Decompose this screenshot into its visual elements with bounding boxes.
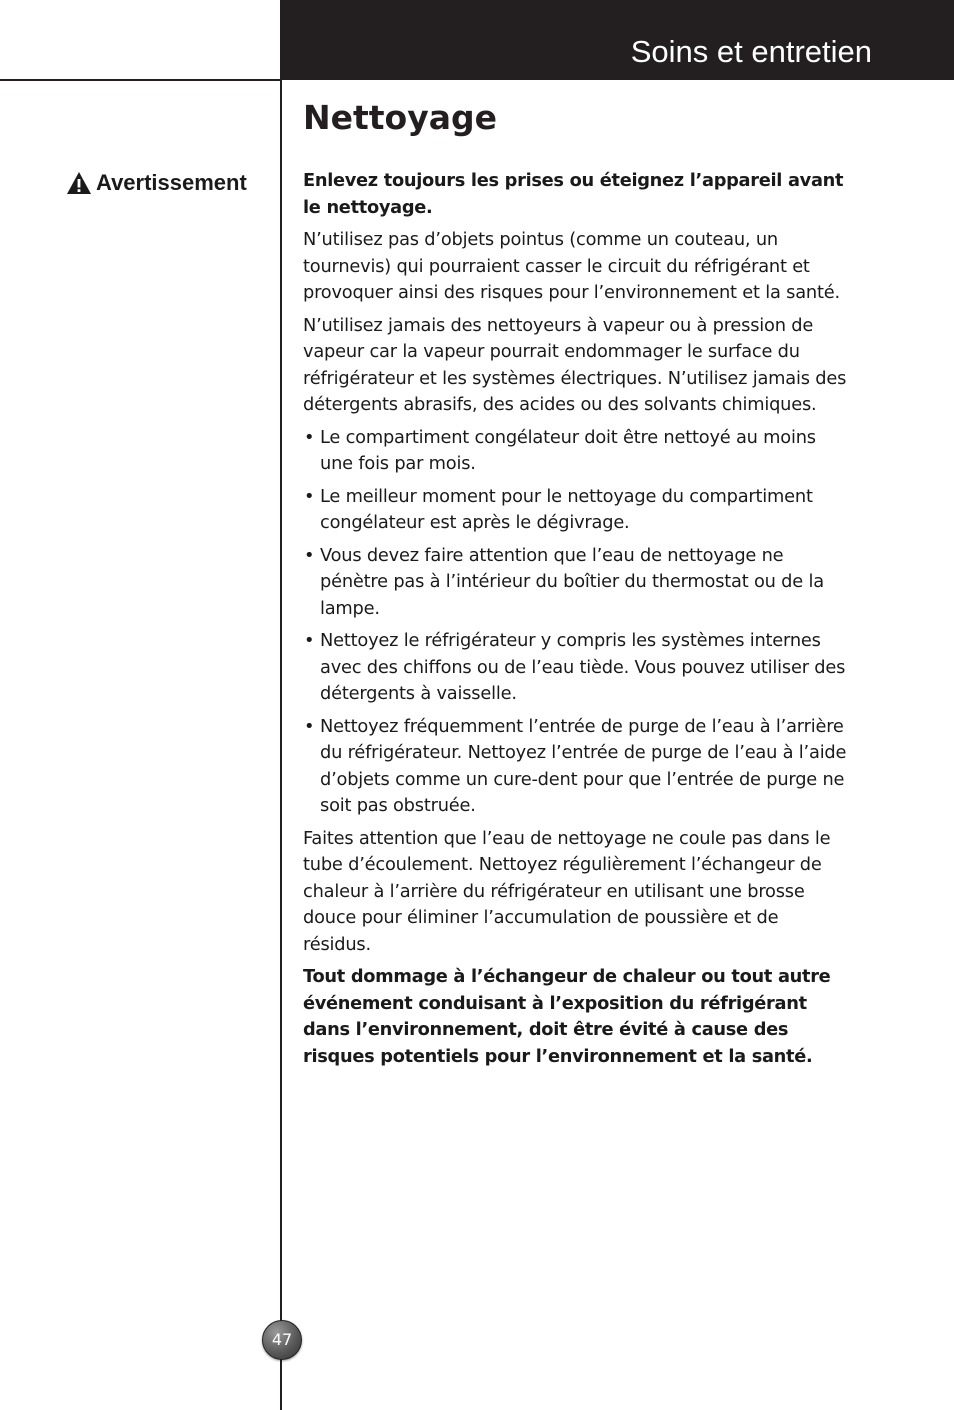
list-item (303, 543, 848, 623)
header-divider (0, 79, 282, 81)
list-item-text: Le compartiment congélateur doit être nettoyé au moins une fois par mois. (320, 426, 816, 474)
paragraph-steam-cleaners: N’utilisez jamais des nettoyeurs à vapeur ou à pression de vapeur car la vapeur pourrait endommager le surface du réfrigérateur et les systèmes électriques. N’utilisez jamais des détergents abrasifs, des acides ou des solvants chimiques. (303, 314, 847, 415)
list-item-text: Vous devez faire attention que l’eau de nettoyage ne pénètre pas à l’intérieur du boîtier du thermostat ou de la lampe. (320, 544, 824, 619)
list-item (303, 628, 848, 708)
warning-label: Avertissement (96, 170, 247, 195)
list-item (303, 425, 848, 478)
intro-warning-text: Enlevez toujours les prises ou éteignez l’appareil avant le nettoyage. (303, 170, 844, 218)
main-content (303, 98, 848, 1076)
bullet-icon: • (304, 426, 315, 448)
warning-callout (66, 170, 247, 196)
section-header-bar (282, 0, 954, 80)
page-title: Nettoyage (303, 98, 498, 137)
column-divider (280, 0, 282, 1410)
bullet-icon: • (304, 485, 315, 507)
page-number-badge (262, 1320, 302, 1360)
page-number: 47 (271, 1330, 293, 1349)
list-item-text: Nettoyez le réfrigérateur y compris les systèmes internes avec des chiffons ou de l’eau tiède. Vous pouvez utiliser des détergents à vaisselle. (320, 630, 846, 704)
section-title: Soins et entretien (630, 34, 872, 69)
closing-warning-text: Tout dommage à l’échangeur de chaleur ou tout autre événement conduisant à l’exposition du réfrigérant dans l’environnement, doit être évité à cause des risques potentiels pour l’environnement et la santé. (303, 966, 831, 1067)
bullet-icon: • (304, 544, 315, 566)
bullet-icon: • (304, 630, 315, 651)
list-item (303, 484, 848, 537)
list-item-text: Nettoyez fréquemment l’entrée de purge de l’eau à l’arrière du réfrigérateur. Nettoyez l’entrée de purge de l’eau à l’aide d’objets comme un cure-dent pour que l’entrée de purge ne soit pas obstruée. (320, 715, 847, 816)
list-item-text: Le meilleur moment pour le nettoyage du compartiment congélateur est après le dégivrage. (320, 485, 813, 533)
paragraph-sharp-objects: N’utilisez pas d’objets pointus (comme un couteau, un tournevis) qui pourraient casser le circuit du réfrigérant et provoquer ainsi des risques pour l’environnement et la santé. (303, 229, 840, 303)
cleaning-tips-list (303, 425, 848, 820)
bullet-icon: • (304, 715, 315, 737)
list-item (303, 714, 848, 820)
warning-triangle-icon (66, 171, 92, 195)
paragraph-drain-tube: Faites attention que l’eau de nettoyage ne coule pas dans le tube d’écoulement. Nettoyez régulièrement l’échangeur de chaleur à l’arrière du réfrigérateur en utilisant une brosse douce pour éliminer l’accumulation de poussière et de résidus. (303, 827, 831, 955)
